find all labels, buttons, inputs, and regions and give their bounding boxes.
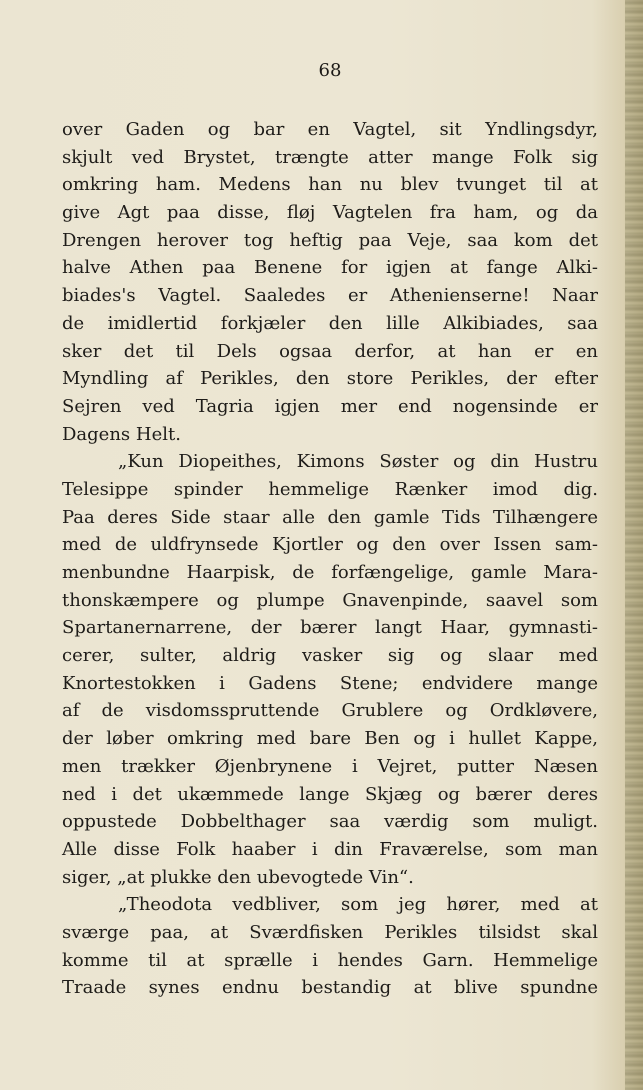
- text-line: Drengen herover tog heftig paa Veje, saa kom det: [62, 229, 598, 251]
- text-line: Knortestokken i Gadens Stene; endvidere mange: [62, 672, 598, 694]
- text-line: menbundne Haarpisk, de forfængelige, gamle Mara-: [62, 562, 598, 583]
- text-line: de imidlertid forkjæler den lille Alkibiades, saa: [62, 312, 598, 334]
- text-line: sværge paa, at Sværdfisken Perikles tilsidst skal: [62, 921, 598, 943]
- text-line: der løber omkring med bare Ben og i hullet Kappe,: [62, 728, 598, 750]
- text-line: Sejren ved Tagria igjen mer end nogensinde er: [62, 395, 598, 417]
- text-line: halve Athen paa Benene for igjen at fange Alki-: [62, 257, 598, 279]
- text-line: Dagens Helt.: [62, 423, 181, 445]
- text-line: „Theodota vedbliver, som jeg hører, med at: [118, 894, 598, 916]
- text-line: siger, „at plukke den ubevogtede Vin“.: [62, 866, 414, 888]
- text-line: sker det til Dels ogsaa derfor, at han er en: [62, 340, 598, 362]
- text-line: over Gaden og bar en Vagtel, sit Yndlingsdyr,: [62, 119, 598, 140]
- text-line: Myndling af Perikles, den store Perikles, der efter: [62, 368, 598, 390]
- text-line: Alle disse Folk haaber i din Fraværelse, som man: [62, 838, 598, 860]
- body-text: [62, 116, 598, 1002]
- text-line: Paa deres Side staar alle den gamle Tids Tilhængere: [62, 506, 598, 528]
- page-number: 68: [318, 60, 342, 81]
- text-line: af de visdomsspruttende Grublere og Ordkløvere,: [62, 700, 598, 722]
- text-line: thonskæmpere og plumpe Gnavenpinde, saavel som: [62, 589, 598, 611]
- text-line: Traade synes endnu bestandig at blive spundne: [62, 977, 598, 999]
- text-line: omkring ham. Medens han nu blev tvunget til at: [62, 174, 598, 196]
- text-line: komme til at sprælle i hendes Garn. Hemmelige: [62, 949, 598, 971]
- page-edge-shadow: [625, 0, 643, 1090]
- text-line: oppustede Dobbelthager saa værdig som muligt.: [62, 811, 598, 833]
- text-line: Telesippe spinder hemmelige Rænker imod dig.: [62, 478, 598, 500]
- text-line: skjult ved Brystet, trængte atter mange Folk sig: [62, 146, 598, 168]
- text-line: med de uldfrynsede Kjortler og den over Issen sam-: [62, 534, 598, 556]
- text-line: cerer, sulter, aldrig vasker sig og slaar med: [62, 645, 598, 667]
- text-line: men trækker Øjenbrynene i Vejret, putter Næsen: [62, 755, 598, 777]
- text-line: Spartanernarrene, der bærer langt Haar, gymnasti-: [62, 617, 598, 639]
- text-line: biades's Vagtel. Saaledes er Athenienserne! Naar: [62, 285, 598, 307]
- text-line: give Agt paa disse, fløj Vagtelen fra ham, og da: [62, 202, 598, 224]
- text-line: ned i det ukæmmede lange Skjæg og bærer deres: [62, 783, 598, 805]
- text-line: „Kun Diopeithes, Kimons Søster og din Hustru: [118, 451, 598, 473]
